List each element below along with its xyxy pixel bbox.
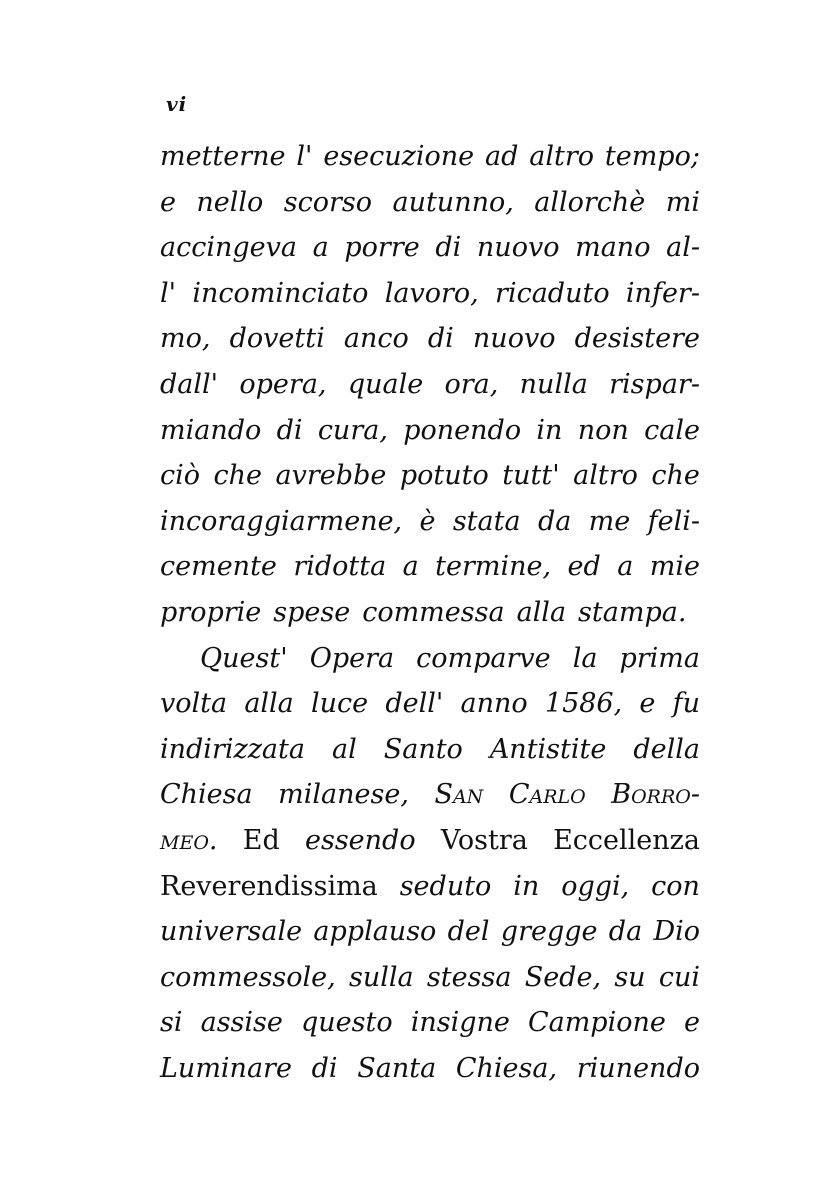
word: a [617,551,634,583]
word: alla [244,688,294,720]
word: cura, [317,414,388,446]
word: luce [311,688,369,720]
word: dovetti [229,323,325,355]
word: Santo [383,733,463,765]
word: allorchè [534,186,646,218]
word: ora, [444,368,499,400]
word: spese [273,596,351,628]
word: Sede, [524,961,602,993]
word: miando [160,414,262,446]
word: in [536,414,563,446]
word: infer- [625,277,700,309]
word: di [276,414,303,446]
word: nello [196,186,264,218]
page-number: vi [166,92,188,116]
word: applauso [313,916,437,948]
text-line [160,453,700,499]
word: cale [644,414,700,446]
word: al- [666,232,700,264]
word: in [513,870,540,902]
word: porre [344,232,420,264]
word: commessole, [160,961,336,993]
word: proprie [160,596,262,628]
word: a [402,551,419,583]
word: la [572,642,598,674]
word: incoraggiarmene, [160,505,403,537]
word: dell' [385,688,444,720]
body-text [160,134,700,1091]
word: cemente [160,551,277,583]
word: scorso [283,186,373,218]
text-line [160,271,700,317]
word: milanese, [278,779,409,811]
word: di [311,1052,338,1084]
word: è [419,505,436,537]
word: quale [347,368,424,400]
word: mi [665,186,700,218]
word: anno [460,688,528,720]
word: Antistite [489,733,607,765]
word: altro [573,460,638,492]
word: insigne [410,1007,510,1039]
word: dall' [160,368,219,400]
word: stampa. [578,596,687,628]
word: rispar- [609,368,700,400]
text-line [160,818,700,864]
word: tutt' [502,460,560,492]
text-line [160,499,700,545]
text-line [160,362,700,408]
word: al [331,733,357,765]
word: alla [516,596,567,628]
word: volta [160,688,228,720]
word: termine, [435,551,552,583]
word: indirizzata [160,733,305,765]
word: feli- [647,505,700,537]
word: mano [575,232,651,264]
text-line [160,727,700,773]
text-line [160,225,700,271]
text-line [160,909,700,955]
text-line [160,955,700,1001]
word: me [588,505,631,537]
word: oggi, [561,870,630,902]
word: anco [343,323,409,355]
word: lavoro, [384,277,479,309]
word: nuovo [472,323,556,355]
word: cui [658,961,700,993]
word: altro [529,141,594,172]
word: di [435,232,462,264]
word: sulla [349,961,414,993]
word: della [633,733,700,765]
word: potuto [399,460,489,492]
word: di [427,323,454,355]
text-line [160,681,700,727]
word: Opera [309,642,395,674]
word: si [160,1007,183,1039]
word: che [213,460,263,492]
word: con [651,870,700,902]
word: del [447,916,490,948]
word: nulla [519,368,588,400]
word: Borro- [611,779,700,811]
text-line [160,864,700,910]
word: e [160,186,176,218]
word: accingeva [160,232,297,264]
word: Vostra [440,824,528,856]
word: 1586, [544,688,623,720]
word: essendo [304,824,416,856]
word: San [434,779,484,811]
text-line [160,134,700,180]
word: su [614,961,646,993]
word: Chiesa [160,779,253,811]
word: prima [619,642,700,674]
word: Campione [527,1007,666,1039]
word: Carlo [508,779,586,811]
word: ricaduto [495,277,610,309]
word: non [577,414,629,446]
paragraph-start-line [160,636,700,682]
word: metterne [160,141,286,172]
word: comparve [416,642,551,674]
word: ad [485,141,519,172]
text-line [160,1046,700,1092]
text-line [160,408,700,454]
word: gregge [500,916,598,948]
word: mie [649,551,700,583]
text-line [160,316,700,362]
word: e [683,1007,700,1039]
word: Dio [653,916,700,948]
word: tempo; [604,141,700,172]
word: che [651,460,700,492]
word: assise [200,1007,283,1039]
text-line [160,544,700,590]
word: Luminare [160,1052,292,1084]
word: incominciato [192,277,369,309]
word: opera, [239,368,327,400]
word: da [537,505,572,537]
word: commessa [362,596,505,628]
word: avrebbe [275,460,387,492]
word: da [608,916,643,948]
word: e [639,688,656,720]
word: ciò [160,460,201,492]
word: questo [300,1007,393,1039]
word: Santa [357,1052,437,1084]
word: mo, [160,323,211,355]
word: l' [296,141,313,172]
word: esecuzione [323,141,475,172]
word: a [312,232,329,264]
word: desistere [574,323,700,355]
word: l' [160,277,177,309]
text-line [160,1000,700,1046]
word: ridotta [293,551,387,583]
word: nuovo [476,232,560,264]
text-line [160,772,700,818]
word: Chiesa, [455,1052,558,1084]
word: ed [567,551,601,583]
word: Quest' [200,642,288,674]
text-line [160,180,700,226]
word: Eccellenza [553,824,700,856]
word: universale [160,916,303,948]
word: fu [672,688,700,720]
word: autunno, [392,186,514,218]
word: stata [452,505,521,537]
word: stessa [426,961,512,993]
word: meo. [160,824,218,856]
word: ponendo [403,414,522,446]
word: Ed [242,824,280,856]
word: seduto [399,870,492,902]
word: Reverendissima [160,870,378,902]
word: riunendo [576,1052,700,1084]
paragraph-end-line [160,590,700,636]
